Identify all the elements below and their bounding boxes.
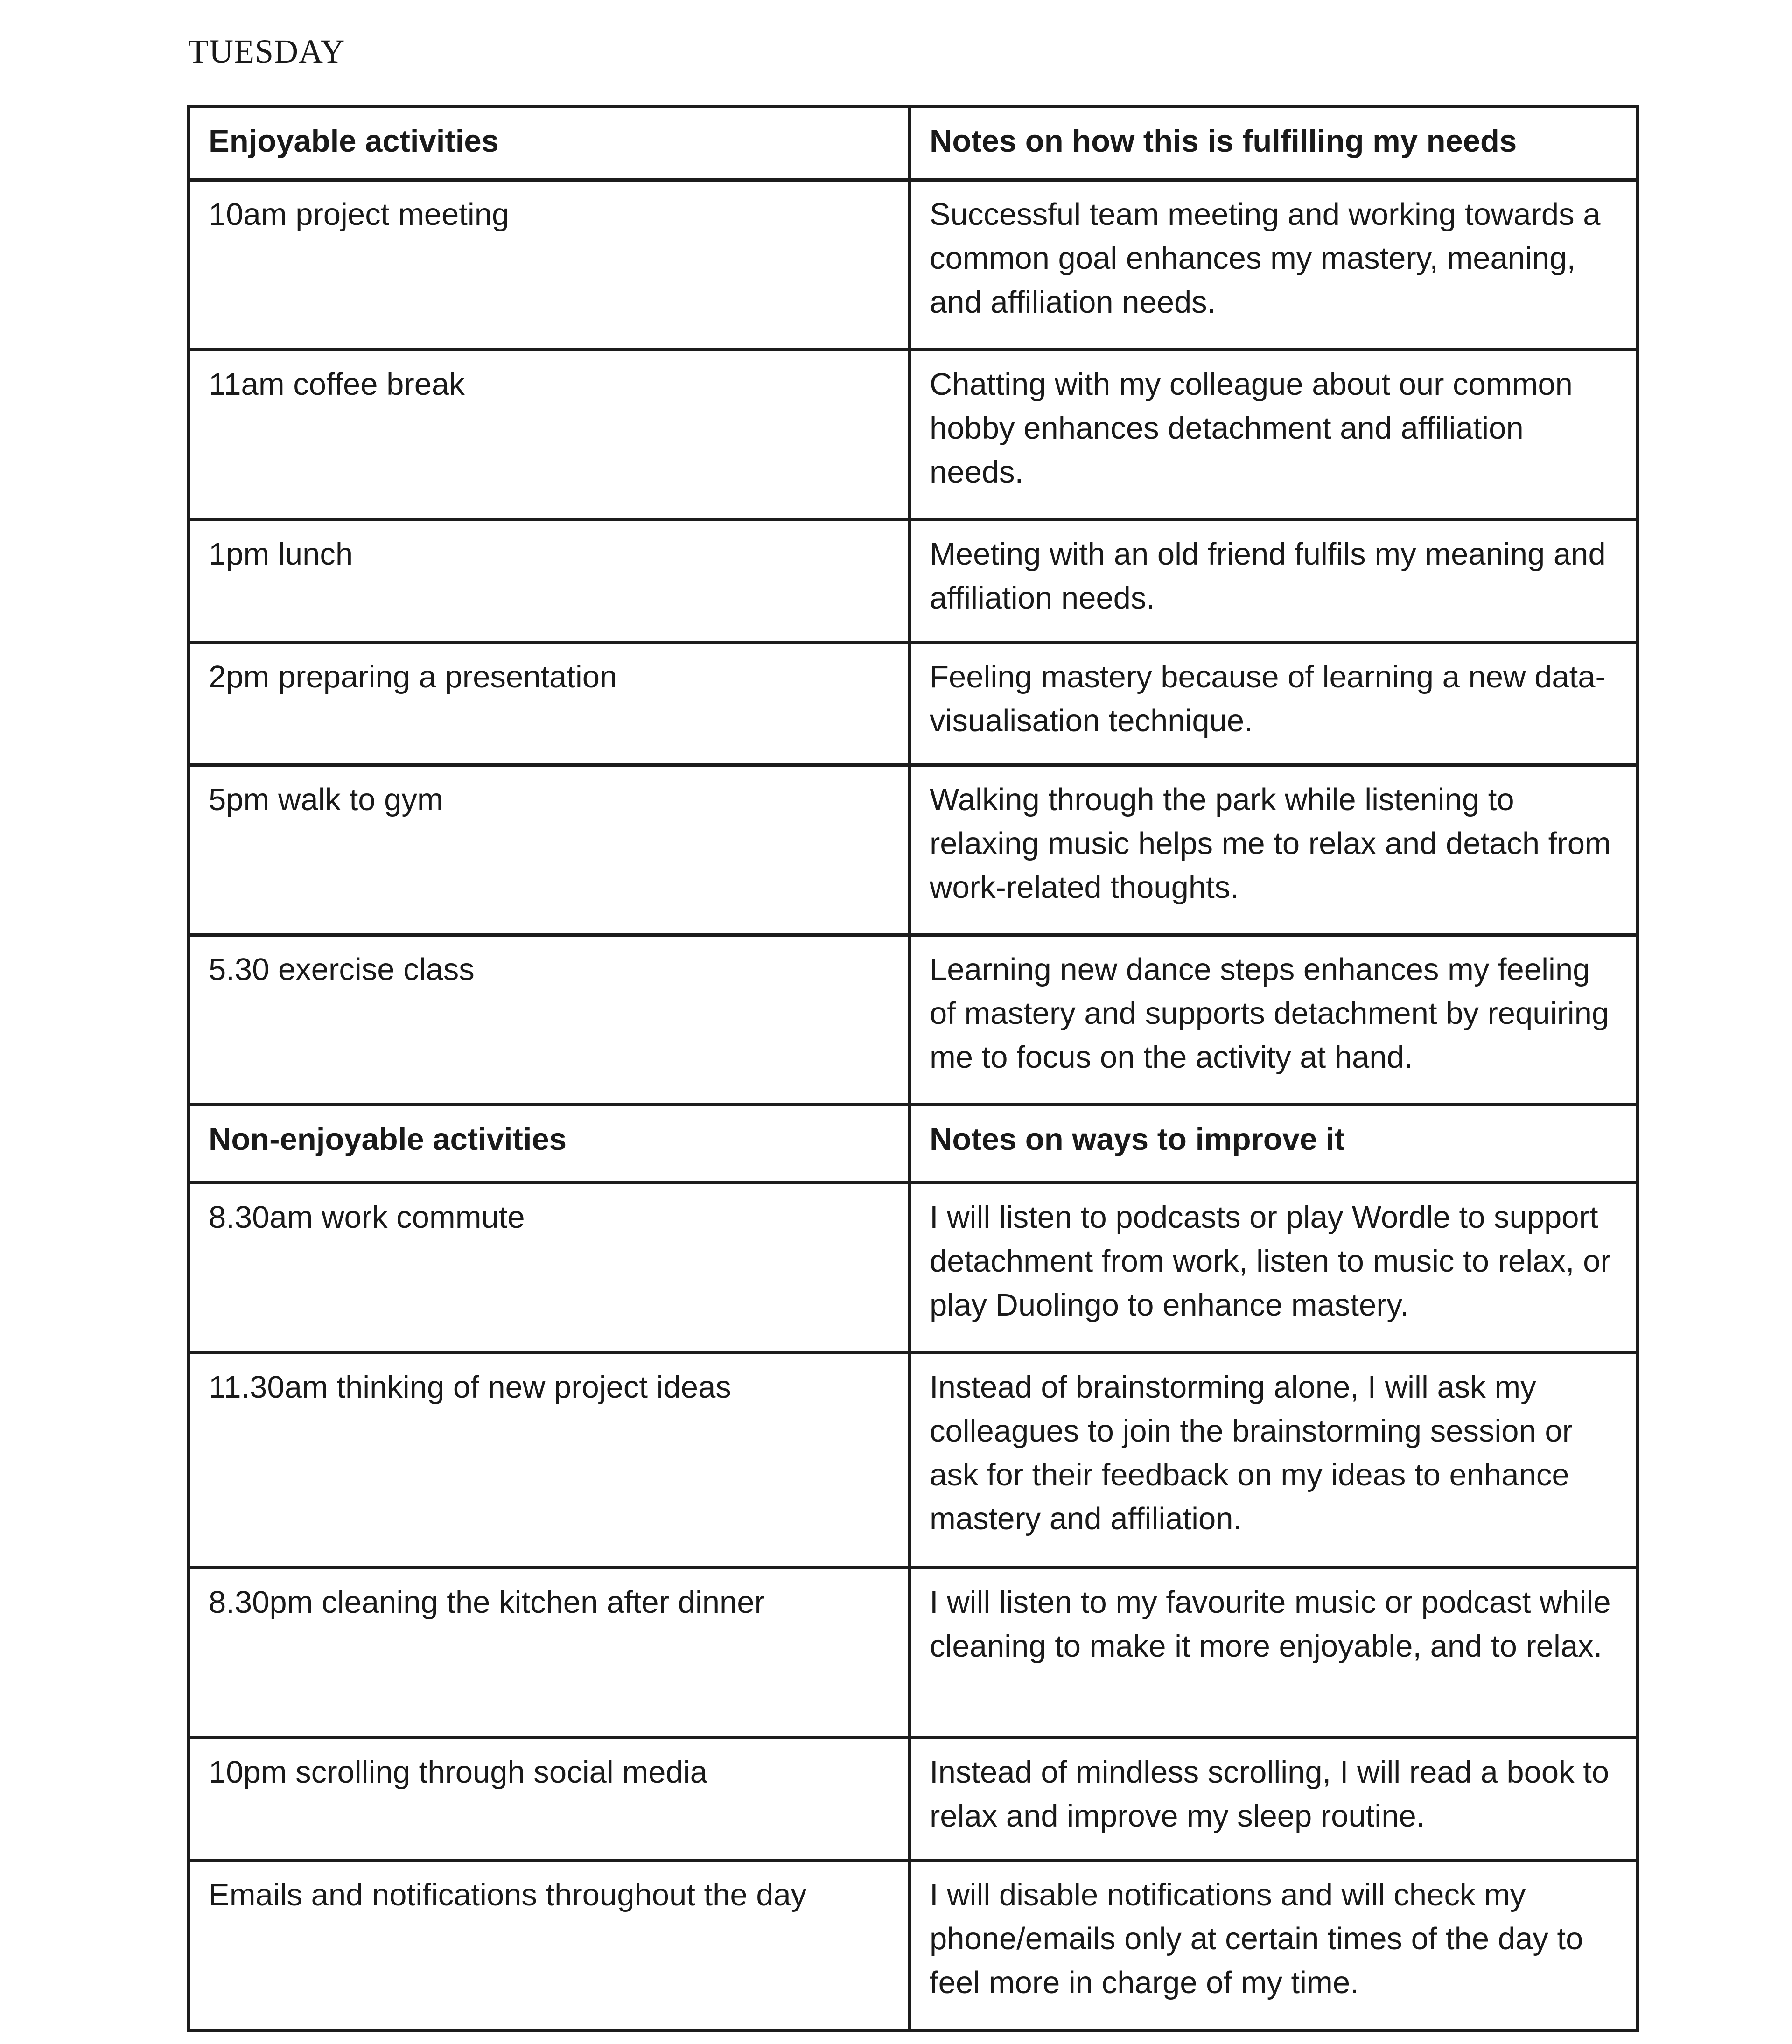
enjoyable-notes-header: Notes on how this is fulfilling my needs [910,107,1638,180]
activity-cell: 10pm scrolling through social media [189,1738,910,1861]
table-row [189,643,1638,765]
notes-cell: Successful team meeting and working towards a common goal enhances my mastery, meaning, and affiliation needs. [910,180,1638,350]
notes-cell: Instead of mindless scrolling, I will read a book to relax and improve my sleep routine. [910,1738,1638,1861]
activity-cell: 2pm preparing a presentation [189,643,910,765]
activity-cell: Emails and notifications throughout the day [189,1861,910,2030]
table-row [189,765,1638,935]
activity-cell: 10am project meeting [189,180,910,350]
notes-cell: I will disable notifications and will check my phone/emails only at certain times of the day to feel more in charge of my time. [910,1861,1638,2030]
table-row [189,1568,1638,1738]
activity-cell: 11am coffee break [189,350,910,520]
notes-cell: Learning new dance steps enhances my feeling of mastery and supports detachment by requiring me to focus on the activity at hand. [910,935,1638,1105]
table-row [189,1861,1638,2030]
activity-cell: 1pm lunch [189,520,910,643]
non-enjoyable-notes-header: Notes on ways to improve it [910,1105,1638,1183]
notes-cell: I will listen to podcasts or play Wordle to support detachment from work, listen to music to relax, or play Duolingo to enhance mastery. [910,1183,1638,1353]
day-title: TUESDAY [188,33,345,70]
activity-cell: 5.30 exercise class [189,935,910,1105]
notes-cell: Feeling mastery because of learning a new data-visualisation technique. [910,643,1638,765]
notes-cell: I will listen to my favourite music or podcast while cleaning to make it more enjoyable, and to relax. [910,1568,1638,1738]
activity-table [187,105,1639,2032]
activity-cell: 11.30am thinking of new project ideas [189,1353,910,1568]
notes-cell: Walking through the park while listening to relaxing music helps me to relax and detach from work-related thoughts. [910,765,1638,935]
table-row [189,520,1638,643]
non-enjoyable-activities-header: Non-enjoyable activities [189,1105,910,1183]
activity-cell: 8.30am work commute [189,1183,910,1353]
activity-cell: 8.30pm cleaning the kitchen after dinner [189,1568,910,1738]
table-row [189,1353,1638,1568]
activity-cell: 5pm walk to gym [189,765,910,935]
table-row [189,935,1638,1105]
notes-cell: Chatting with my colleague about our common hobby enhances detachment and affiliation needs. [910,350,1638,520]
enjoyable-header-row [189,107,1638,180]
notes-cell: Meeting with an old friend fulfils my meaning and affiliation needs. [910,520,1638,643]
table-row [189,1738,1638,1861]
table-row [189,350,1638,520]
table-row [189,180,1638,350]
non-enjoyable-header-row [189,1105,1638,1183]
enjoyable-activities-header: Enjoyable activities [189,107,910,180]
table-row [189,1183,1638,1353]
notes-cell: Instead of brainstorming alone, I will ask my colleagues to join the brainstorming session or ask for their feedback on my ideas to enhance mastery and affiliation. [910,1353,1638,1568]
